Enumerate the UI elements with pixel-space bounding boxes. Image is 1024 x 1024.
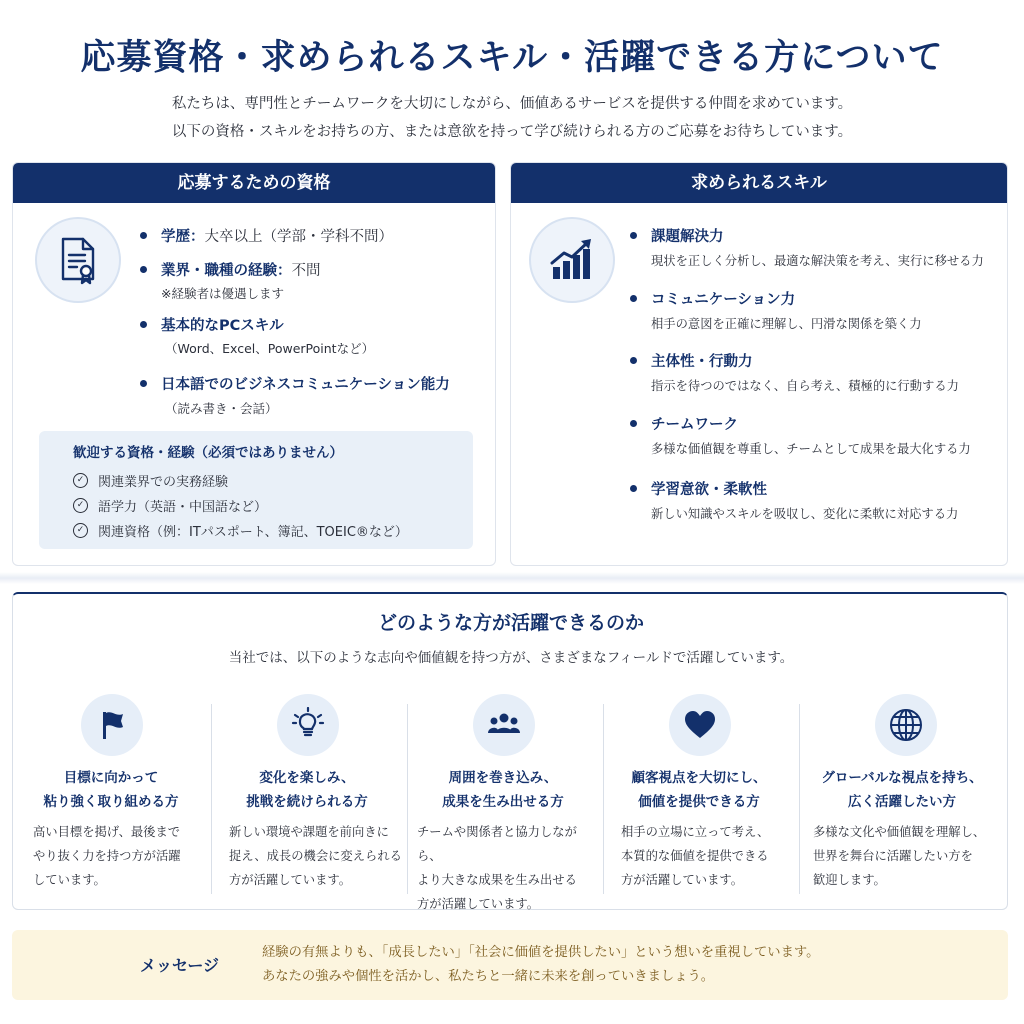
skill-title: 主体性・行動力 xyxy=(651,350,753,371)
check-circle-icon: ✓ xyxy=(73,498,88,513)
active-column-challenge xyxy=(209,694,405,894)
check-circle-icon: ✓ xyxy=(73,523,88,538)
intro-line-2: 以下の資格・スキルをお持ちの方、または意欲を持って学び続けられる方のご応募をお待ちしています。 xyxy=(171,124,853,140)
qualification-pc-skill: 基本的なPCスキル xyxy=(161,314,284,335)
skill-title: チームワーク xyxy=(651,413,738,434)
welcome-title: 歓迎する資格・経験（必須ではありません） xyxy=(73,445,343,461)
globe-icon xyxy=(875,694,937,756)
column-desc: 多様な文化や価値観を理解し、 世界を舞台に活躍したい方を 歓迎します。 xyxy=(813,825,986,887)
skill-title: コミュニケーション力 xyxy=(651,288,795,309)
skill-desc: 相手の意図を正確に理解し、円滑な関係を築く力 xyxy=(651,317,922,331)
skill-desc: 指示を待つのではなく、自ら考え、積極的に行動する力 xyxy=(651,379,959,393)
welcome-item: ✓ 関連資格（例：ITパスポート、簿記、TOEIC®など） xyxy=(73,521,408,540)
skills-heading: 求められるスキル xyxy=(511,163,1007,203)
people-group-icon xyxy=(473,694,535,756)
active-column-customer xyxy=(601,694,797,894)
message-box xyxy=(12,930,1008,1000)
qualifications-heading: 応募するための資格 xyxy=(13,163,495,203)
heart-icon xyxy=(669,694,731,756)
active-column-team xyxy=(405,694,601,911)
active-people-lead: 当社では、以下のような志向や価値観を持つ方が、さまざまなフィールドで活躍しています。 xyxy=(228,650,794,666)
message-text: 経験の有無よりも、「成長したい」「社会に価値を提供したい」という想いを重視しています。 あなたの強みや個性を活かし、私たちと一緒に未来を創っていきましょう。 xyxy=(262,945,820,984)
column-desc: 高い目標を掲げ、最後まで やり抜く力を持つ方が活躍 しています。 xyxy=(33,825,181,887)
skill-desc: 新しい知識やスキルを吸収し、変化に柔軟に対応する力 xyxy=(651,507,959,521)
intro-line-1: 私たちは、専門性とチームワークを大切にしながら、価値あるサービスを提供する仲間を求めています。 xyxy=(171,96,853,112)
column-title: 顧客視点を大切にし、 価値を提供できる方 xyxy=(631,770,767,810)
column-desc: 相手の立場に立って考え、 本質的な価値を提供できる 方が活躍しています。 xyxy=(621,825,770,887)
qualification-experience: 業界・職種の経験：不問 xyxy=(161,259,321,280)
active-people-title: どのような方が活躍できるのか xyxy=(377,612,644,634)
column-desc: チームや関係者と協力しながら、 より大きな成果を生み出せる 方が活躍しています。 xyxy=(417,825,577,911)
column-desc: 新しい環境や課題を前向きに 捉え、成長の機会に変えられる 方が活躍しています。 xyxy=(229,825,402,887)
skill-title: 学習意欲・柔軟性 xyxy=(651,478,767,499)
document-certificate-icon xyxy=(35,217,121,303)
skill-title: 課題解決力 xyxy=(651,225,724,246)
qualification-japanese: 日本語でのビジネスコミュニケーション能力 xyxy=(161,373,450,394)
check-circle-icon: ✓ xyxy=(73,473,88,488)
active-column-global xyxy=(797,694,1007,894)
welcome-box xyxy=(39,431,473,549)
page-title: 応募資格・求められるスキル・活躍できる方について xyxy=(80,38,944,78)
column-title: グローバルな視点を持ち、 広く活躍したい方 xyxy=(821,770,983,810)
active-column-goal xyxy=(13,694,209,894)
column-title: 変化を楽しみ、 挑戦を続けられる方 xyxy=(246,770,368,810)
column-title: 周囲を巻き込み、 成果を生み出せる方 xyxy=(442,770,564,810)
welcome-item: ✓ 関連業界での実務経験 xyxy=(73,471,228,490)
growth-chart-icon xyxy=(529,217,615,303)
active-people-section xyxy=(12,592,1008,910)
lightbulb-icon xyxy=(277,694,339,756)
section-divider xyxy=(0,572,1024,584)
skill-desc: 多様な価値観を尊重し、チームとして成果を最大化する力 xyxy=(651,442,971,456)
qualifications-card xyxy=(12,162,496,566)
intro-text xyxy=(0,90,1024,146)
flag-icon xyxy=(81,694,143,756)
qualification-pc-skill-note: （Word、Excel、PowerPointなど） xyxy=(165,341,375,356)
qualification-experience-note: ※経験者は優遇します xyxy=(161,286,284,301)
column-title: 目標に向かって 粘り強く取り組める方 xyxy=(43,770,179,810)
skills-card xyxy=(510,162,1008,566)
welcome-item: ✓ 語学力（英語・中国語など） xyxy=(73,496,267,515)
qualification-education: 学歴：大卒以上（学部・学科不問） xyxy=(161,225,393,246)
qualification-japanese-note: （読み書き・会話） xyxy=(165,401,278,416)
message-label: メッセージ xyxy=(140,956,220,975)
skill-desc: 現状を正しく分析し、最適な解決策を考え、実行に移せる力 xyxy=(651,254,984,268)
